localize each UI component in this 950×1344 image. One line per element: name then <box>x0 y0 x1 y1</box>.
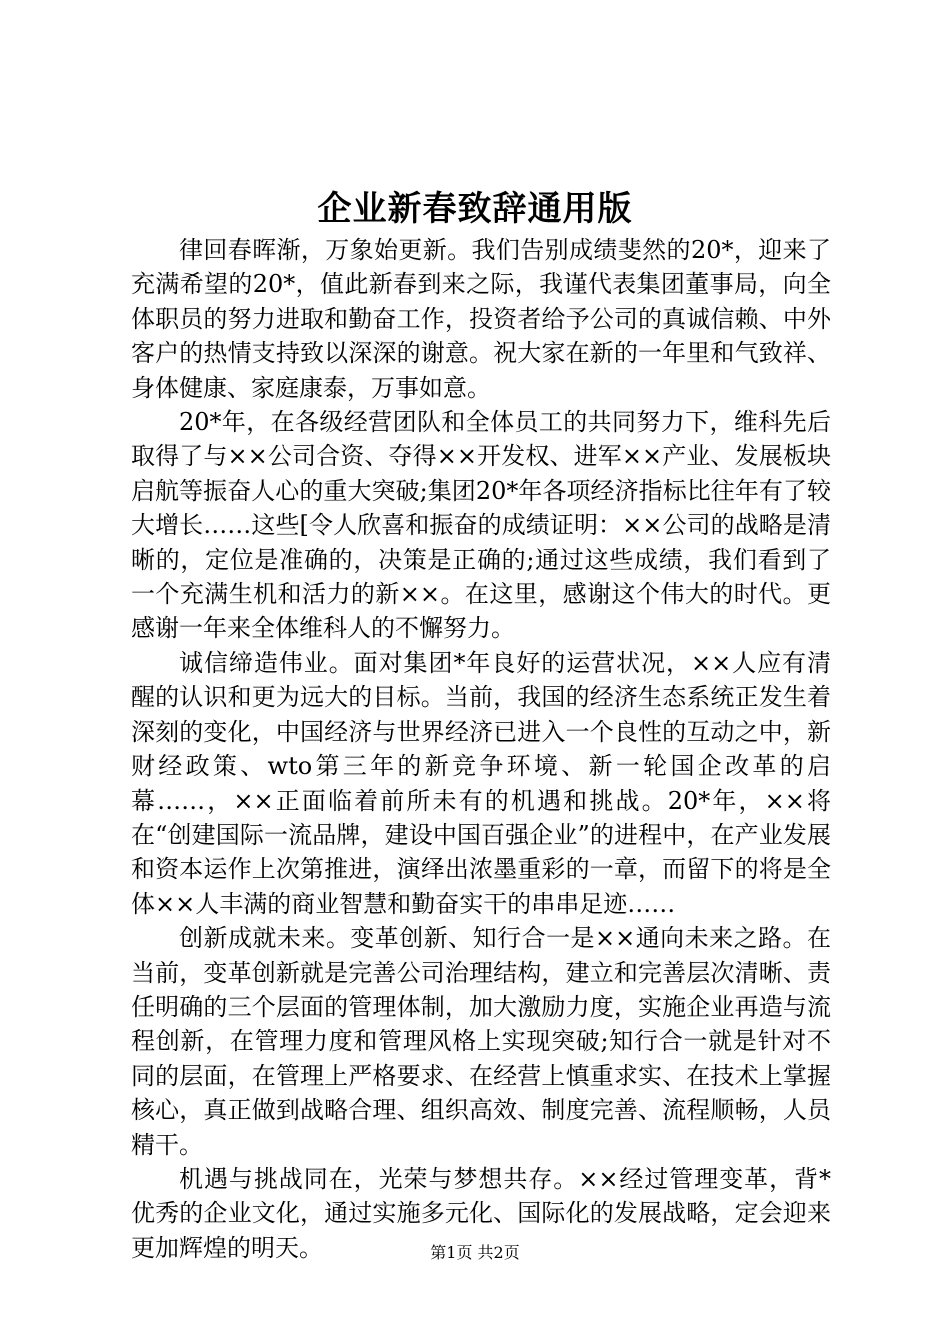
page-number-footer: 第1页 共2页 <box>430 1243 520 1262</box>
document-title: 企业新春致辞通用版 <box>317 189 633 229</box>
document-body <box>131 233 831 1265</box>
paragraph-integrity: 诚信缔造伟业。面对集团*年良好的运营状况，××人应有清醒的认识和更为远大的目标。当前，我国的经济生态系统正发生着深刻的变化，中国经济与世界经济已进入一个良性的互动之中，新财经政策、wto第三年的新竞争环境、新一轮国企改革的启幕……，××正面临着前所未有的机遇和挑战。20*年，××将在“创建国际一流品牌，建设中国百强企业”的进程中，在产业发展和资本运作上次第推进，演绎出浓墨重彩的一章，而留下的将是全体××人丰满的商业智慧和勤奋实干的串串足迹…… <box>131 648 831 918</box>
paragraph-innovation: 创新成就未来。变革创新、知行合一是××通向未来之路。在当前，变革创新就是完善公司治理结构，建立和完善层次清晰、责任明确的三个层面的管理体制，加大激励力度，实施企业再造与流程创新，在管理力度和管理风格上实现突破;知行合一就是针对不同的层面，在管理上严格要求、在经营上慎重求实、在技术上掌握核心，真正做到战略合理、组织高效、制度完善、流程顺畅，人员精干。 <box>131 924 831 1159</box>
paragraph-greeting: 律回春晖渐，万象始更新。我们告别成绩斐然的20*，迎来了充满希望的20*，值此新春到来之际，我谨代表集团董事局，向全体职员的努力进取和勤奋工作，投资者给予公司的真诚信赖、中外客户的热情支持致以深深的谢意。祝大家在新的一年里和气致祥、身体健康、家庭康泰，万事如意。 <box>131 236 831 402</box>
paragraph-closing: 机遇与挑战同在，光荣与梦想共存。××经过管理变革，背*优秀的企业文化，通过实施多元化、国际化的发展战略，定会迎来更加辉煌的明天。 <box>131 1164 831 1262</box>
paragraph-achievements: 20*年，在各级经营团队和全体员工的共同努力下，维科先后取得了与××公司合资、夺得××开发权、进军××产业、发展板块启航等振奋人心的重大突破;集团20*年各项经济指标比往年有了较大增长……这些[令人欣喜和振奋的成绩证明：××公司的战略是清晰的，定位是准确的，决策是正确的;通过这些成绩，我们看到了一个充满生机和活力的新××。在这里，感谢这个伟大的时代。更感谢一年来全体维科人的不懈努力。 <box>131 408 831 643</box>
